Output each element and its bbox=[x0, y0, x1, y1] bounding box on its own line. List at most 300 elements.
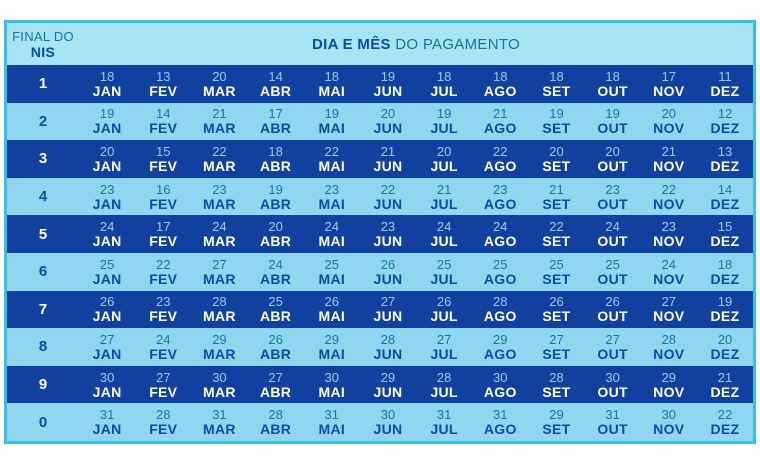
day-month-cell-mai bbox=[304, 178, 360, 216]
day-value: 28 bbox=[493, 294, 508, 310]
day-value: 27 bbox=[268, 369, 283, 385]
day-month-cell-out bbox=[585, 103, 641, 141]
month-label: MAR bbox=[203, 233, 236, 250]
day-month-cell-mar bbox=[191, 140, 247, 178]
month-label: AGO bbox=[483, 82, 517, 99]
month-label: MAR bbox=[203, 308, 236, 325]
day-month-cell-set bbox=[528, 103, 584, 141]
month-label: JUL bbox=[430, 308, 458, 325]
day-value: 19 bbox=[324, 106, 339, 122]
month-label: AGO bbox=[483, 157, 517, 174]
day-month-cell-fev bbox=[135, 366, 191, 404]
day-month-cell-nov bbox=[641, 178, 697, 216]
day-month-cell-jul bbox=[416, 140, 472, 178]
month-label: OUT bbox=[597, 233, 628, 250]
day-month-cell-ago bbox=[472, 140, 528, 178]
month-label: AGO bbox=[483, 345, 517, 362]
day-month-cell-abr bbox=[248, 328, 304, 366]
day-month-cell-mai bbox=[304, 291, 360, 329]
month-label: JUN bbox=[373, 195, 403, 212]
day-value: 24 bbox=[268, 256, 283, 272]
month-label: JUL bbox=[430, 120, 458, 137]
day-value: 19 bbox=[436, 106, 452, 122]
month-label: NOV bbox=[653, 421, 685, 438]
table-row bbox=[7, 178, 753, 216]
month-label: DEZ bbox=[710, 120, 740, 137]
month-label: OUT bbox=[597, 308, 628, 325]
day-value: 26 bbox=[380, 256, 396, 272]
day-month-cell-set bbox=[528, 65, 584, 103]
month-label: SET bbox=[542, 195, 571, 212]
month-label: JUN bbox=[373, 233, 403, 250]
day-month-cell-jun bbox=[360, 178, 416, 216]
day-value: 22 bbox=[156, 256, 171, 272]
month-label: SET bbox=[542, 120, 571, 137]
month-label: FEV bbox=[149, 383, 178, 400]
month-label: JAN bbox=[92, 270, 122, 287]
month-label: OUT bbox=[597, 82, 628, 99]
day-value: 15 bbox=[717, 219, 733, 235]
day-value: 22 bbox=[324, 143, 339, 159]
header-regular-text: DO PAGAMENTO bbox=[390, 35, 521, 53]
month-label: FEV bbox=[149, 270, 178, 287]
day-month-cell-abr bbox=[248, 215, 304, 253]
table-body bbox=[7, 65, 753, 441]
day-value: 17 bbox=[661, 68, 677, 84]
month-label: MAI bbox=[318, 233, 346, 250]
month-label: ABR bbox=[259, 82, 292, 99]
day-month-cell-dez bbox=[697, 291, 753, 329]
day-value: 28 bbox=[661, 331, 677, 347]
month-label: JUL bbox=[430, 157, 458, 174]
day-month-cell-jul bbox=[416, 178, 472, 216]
day-value: 18 bbox=[717, 256, 733, 272]
day-month-cell-jun bbox=[360, 366, 416, 404]
month-label: SET bbox=[542, 345, 571, 362]
day-value: 21 bbox=[380, 143, 396, 159]
day-month-cell-mar bbox=[191, 178, 247, 216]
day-value: 18 bbox=[493, 68, 508, 84]
day-month-cell-jan bbox=[79, 291, 135, 329]
month-label: JUL bbox=[430, 233, 458, 250]
day-month-cell-out bbox=[585, 65, 641, 103]
day-value: 25 bbox=[549, 256, 564, 272]
day-value: 28 bbox=[549, 369, 564, 385]
day-value: 24 bbox=[99, 219, 115, 235]
day-value: 27 bbox=[156, 369, 171, 385]
day-value: 31 bbox=[493, 407, 508, 423]
day-month-cell-set bbox=[528, 215, 584, 253]
day-value: 31 bbox=[99, 407, 115, 423]
month-label: MAR bbox=[203, 383, 236, 400]
day-month-cell-jun bbox=[360, 215, 416, 253]
day-month-cell-fev bbox=[135, 291, 191, 329]
day-month-cell-jan bbox=[79, 215, 135, 253]
month-label: JUL bbox=[430, 82, 458, 99]
day-month-cell-set bbox=[528, 140, 584, 178]
day-month-cell-jan bbox=[79, 366, 135, 404]
table-row bbox=[7, 253, 753, 291]
table-row bbox=[7, 65, 753, 103]
day-month-cell-nov bbox=[641, 215, 697, 253]
day-month-cell-jul bbox=[416, 103, 472, 141]
day-value: 26 bbox=[605, 294, 620, 310]
day-value: 30 bbox=[605, 369, 620, 385]
nis-cell: 1 bbox=[38, 75, 48, 93]
month-label: JAN bbox=[92, 82, 122, 99]
day-value: 18 bbox=[268, 143, 283, 159]
day-month-cell-ago bbox=[472, 403, 528, 441]
month-label: MAR bbox=[203, 345, 236, 362]
day-month-cell-abr bbox=[248, 103, 304, 141]
day-month-cell-jan bbox=[79, 253, 135, 291]
month-label: JUL bbox=[430, 195, 458, 212]
month-label: NOV bbox=[653, 345, 685, 362]
day-value: 16 bbox=[156, 181, 171, 197]
day-value: 19 bbox=[99, 106, 115, 122]
day-value: 19 bbox=[268, 181, 283, 197]
day-value: 21 bbox=[549, 181, 564, 197]
day-month-cell-fev bbox=[135, 140, 191, 178]
day-value: 20 bbox=[212, 68, 227, 84]
day-value: 27 bbox=[661, 294, 677, 310]
month-label: JUN bbox=[373, 82, 403, 99]
month-label: OUT bbox=[597, 345, 628, 362]
month-label: NOV bbox=[653, 383, 685, 400]
table-row bbox=[7, 328, 753, 366]
month-label: NOV bbox=[653, 157, 685, 174]
day-month-cell-mar bbox=[191, 103, 247, 141]
day-value: 18 bbox=[549, 68, 564, 84]
month-label: FEV bbox=[149, 421, 178, 438]
nis-cell: 9 bbox=[38, 376, 48, 394]
day-month-cell-fev bbox=[135, 65, 191, 103]
day-month-cell-mar bbox=[191, 253, 247, 291]
month-label: ABR bbox=[259, 345, 292, 362]
day-value: 21 bbox=[717, 369, 733, 385]
day-value: 28 bbox=[380, 331, 396, 347]
day-month-cell-jun bbox=[360, 403, 416, 441]
day-value: 12 bbox=[717, 106, 733, 122]
day-month-cell-dez bbox=[697, 178, 753, 216]
day-value: 17 bbox=[268, 106, 283, 122]
day-month-cell-jan bbox=[79, 103, 135, 141]
month-label: FEV bbox=[149, 120, 178, 137]
day-month-cell-fev bbox=[135, 253, 191, 291]
nis-cell: 0 bbox=[38, 413, 48, 431]
day-value: 30 bbox=[493, 369, 508, 385]
day-value: 22 bbox=[549, 219, 564, 235]
day-value: 22 bbox=[380, 181, 396, 197]
day-value: 23 bbox=[324, 181, 339, 197]
month-label: ABR bbox=[259, 383, 292, 400]
day-month-cell-fev bbox=[135, 403, 191, 441]
day-value: 25 bbox=[268, 294, 283, 310]
day-month-cell-jun bbox=[360, 140, 416, 178]
day-month-cell-out bbox=[585, 215, 641, 253]
month-label: DEZ bbox=[710, 195, 740, 212]
day-value: 13 bbox=[156, 68, 171, 84]
day-month-cell-ago bbox=[472, 215, 528, 253]
day-value: 20 bbox=[436, 143, 452, 159]
month-label: NOV bbox=[653, 270, 685, 287]
month-label: OUT bbox=[597, 383, 628, 400]
day-month-cell-set bbox=[528, 291, 584, 329]
day-value: 25 bbox=[436, 256, 452, 272]
day-month-cell-mar bbox=[191, 215, 247, 253]
month-label: MAR bbox=[203, 157, 236, 174]
month-label: MAI bbox=[318, 195, 346, 212]
day-value: 30 bbox=[212, 369, 227, 385]
day-month-cell-fev bbox=[135, 103, 191, 141]
day-value: 21 bbox=[661, 143, 677, 159]
day-month-cell-out bbox=[585, 140, 641, 178]
day-month-cell-ago bbox=[472, 291, 528, 329]
day-value: 22 bbox=[493, 143, 508, 159]
month-label: ABR bbox=[259, 421, 292, 438]
payment-column-header bbox=[79, 23, 753, 65]
day-value: 28 bbox=[436, 369, 452, 385]
month-label: AGO bbox=[483, 270, 517, 287]
month-label: SET bbox=[542, 383, 571, 400]
day-value: 29 bbox=[324, 331, 339, 347]
day-value: 28 bbox=[156, 407, 171, 423]
month-label: MAR bbox=[203, 195, 236, 212]
day-value: 19 bbox=[605, 106, 620, 122]
day-month-cell-set bbox=[528, 366, 584, 404]
day-month-cell-out bbox=[585, 178, 641, 216]
month-label: MAR bbox=[203, 82, 236, 99]
day-value: 24 bbox=[436, 219, 452, 235]
month-label: JAN bbox=[92, 195, 122, 212]
day-month-cell-abr bbox=[248, 65, 304, 103]
month-label: AGO bbox=[483, 233, 517, 250]
table-header-row bbox=[7, 23, 753, 65]
month-label: JAN bbox=[92, 308, 122, 325]
day-month-cell-dez bbox=[697, 253, 753, 291]
day-month-cell-out bbox=[585, 253, 641, 291]
day-month-cell-nov bbox=[641, 65, 697, 103]
day-month-cell-nov bbox=[641, 253, 697, 291]
day-month-cell-nov bbox=[641, 103, 697, 141]
day-month-cell-jun bbox=[360, 253, 416, 291]
table-row bbox=[7, 215, 753, 253]
month-label: OUT bbox=[597, 195, 628, 212]
day-value: 18 bbox=[605, 68, 620, 84]
table-row bbox=[7, 140, 753, 178]
month-label: SET bbox=[542, 82, 571, 99]
day-month-cell-jan bbox=[79, 178, 135, 216]
day-value: 20 bbox=[549, 143, 564, 159]
day-month-cell-jul bbox=[416, 366, 472, 404]
day-month-cell-jul bbox=[416, 253, 472, 291]
month-label: AGO bbox=[483, 195, 517, 212]
day-value: 20 bbox=[99, 143, 115, 159]
day-value: 24 bbox=[661, 256, 677, 272]
day-month-cell-jul bbox=[416, 403, 472, 441]
month-label: DEZ bbox=[710, 308, 740, 325]
day-value: 27 bbox=[380, 294, 396, 310]
month-label: MAI bbox=[318, 82, 346, 99]
day-value: 23 bbox=[661, 219, 677, 235]
month-label: JAN bbox=[92, 157, 122, 174]
day-value: 20 bbox=[268, 219, 283, 235]
month-label: OUT bbox=[597, 157, 628, 174]
month-label: JUL bbox=[430, 421, 458, 438]
day-value: 19 bbox=[717, 294, 733, 310]
month-label: NOV bbox=[653, 120, 685, 137]
day-value: 28 bbox=[212, 294, 227, 310]
nis-cell: 2 bbox=[38, 112, 48, 130]
month-label: JUN bbox=[373, 120, 403, 137]
month-label: SET bbox=[542, 157, 571, 174]
day-month-cell-jul bbox=[416, 328, 472, 366]
day-value: 26 bbox=[436, 294, 452, 310]
day-month-cell-fev bbox=[135, 215, 191, 253]
day-month-cell-set bbox=[528, 403, 584, 441]
day-month-cell-fev bbox=[135, 328, 191, 366]
day-month-cell-abr bbox=[248, 178, 304, 216]
month-label: AGO bbox=[483, 421, 517, 438]
day-month-cell-mar bbox=[191, 403, 247, 441]
day-value: 26 bbox=[268, 331, 283, 347]
nis-column-header bbox=[7, 23, 79, 65]
day-month-cell-ago bbox=[472, 103, 528, 141]
day-month-cell-fev bbox=[135, 178, 191, 216]
day-month-cell-out bbox=[585, 403, 641, 441]
day-value: 25 bbox=[99, 256, 115, 272]
day-month-cell-abr bbox=[248, 291, 304, 329]
day-month-cell-nov bbox=[641, 366, 697, 404]
month-label: OUT bbox=[597, 270, 628, 287]
day-value: 21 bbox=[493, 106, 508, 122]
month-label: JUN bbox=[373, 383, 403, 400]
day-month-cell-out bbox=[585, 328, 641, 366]
day-value: 23 bbox=[493, 181, 508, 197]
day-month-cell-dez bbox=[697, 140, 753, 178]
day-month-cell-mai bbox=[304, 215, 360, 253]
day-value: 24 bbox=[156, 331, 171, 347]
day-month-cell-mai bbox=[304, 403, 360, 441]
day-value: 22 bbox=[212, 143, 227, 159]
month-label: MAI bbox=[318, 383, 346, 400]
month-label: FEV bbox=[149, 308, 178, 325]
day-month-cell-mai bbox=[304, 253, 360, 291]
day-month-cell-mar bbox=[191, 65, 247, 103]
day-value: 14 bbox=[717, 181, 733, 197]
month-label: FEV bbox=[149, 157, 178, 174]
nis-cell: 3 bbox=[38, 150, 48, 168]
month-label: NOV bbox=[653, 82, 685, 99]
day-value: 24 bbox=[493, 219, 508, 235]
month-label: MAR bbox=[203, 270, 236, 287]
day-month-cell-dez bbox=[697, 366, 753, 404]
table-row bbox=[7, 103, 753, 141]
day-month-cell-out bbox=[585, 291, 641, 329]
day-value: 14 bbox=[156, 106, 171, 122]
day-value: 19 bbox=[549, 106, 564, 122]
month-label: JUN bbox=[373, 308, 403, 325]
day-value: 13 bbox=[717, 143, 733, 159]
day-value: 27 bbox=[605, 331, 620, 347]
day-month-cell-set bbox=[528, 253, 584, 291]
month-label: JAN bbox=[92, 421, 122, 438]
day-month-cell-jun bbox=[360, 103, 416, 141]
day-month-cell-jul bbox=[416, 291, 472, 329]
day-value: 30 bbox=[99, 369, 115, 385]
day-value: 11 bbox=[718, 68, 732, 84]
month-label: JUN bbox=[373, 421, 403, 438]
day-month-cell-abr bbox=[248, 140, 304, 178]
month-label: SET bbox=[542, 308, 571, 325]
day-value: 30 bbox=[380, 407, 396, 423]
day-month-cell-jan bbox=[79, 65, 135, 103]
month-label: ABR bbox=[259, 233, 292, 250]
day-value: 31 bbox=[605, 407, 620, 423]
month-label: SET bbox=[542, 270, 571, 287]
month-label: SET bbox=[542, 421, 571, 438]
day-value: 26 bbox=[324, 294, 339, 310]
day-month-cell-ago bbox=[472, 366, 528, 404]
day-month-cell-abr bbox=[248, 403, 304, 441]
day-value: 21 bbox=[436, 181, 452, 197]
day-value: 27 bbox=[99, 331, 115, 347]
day-value: 22 bbox=[661, 181, 677, 197]
day-value: 23 bbox=[99, 181, 115, 197]
header-bold-text: DIA E MÊS bbox=[311, 35, 391, 53]
month-label: OUT bbox=[597, 421, 628, 438]
month-label: AGO bbox=[483, 383, 517, 400]
day-month-cell-jan bbox=[79, 403, 135, 441]
day-value: 31 bbox=[324, 407, 339, 423]
day-value: 25 bbox=[493, 256, 508, 272]
day-value: 29 bbox=[493, 331, 508, 347]
month-label: ABR bbox=[259, 120, 292, 137]
day-month-cell-jun bbox=[360, 65, 416, 103]
day-month-cell-abr bbox=[248, 366, 304, 404]
nis-cell: 8 bbox=[38, 338, 48, 356]
month-label: MAI bbox=[318, 157, 346, 174]
day-month-cell-dez bbox=[697, 65, 753, 103]
day-value: 23 bbox=[380, 219, 396, 235]
day-month-cell-dez bbox=[697, 328, 753, 366]
month-label: MAI bbox=[318, 270, 346, 287]
day-value: 31 bbox=[212, 407, 227, 423]
day-value: 28 bbox=[268, 407, 283, 423]
month-label: NOV bbox=[653, 195, 685, 212]
day-month-cell-mai bbox=[304, 140, 360, 178]
month-label: JUL bbox=[430, 383, 458, 400]
day-value: 18 bbox=[99, 68, 115, 84]
day-month-cell-dez bbox=[697, 215, 753, 253]
day-month-cell-abr bbox=[248, 253, 304, 291]
day-month-cell-mai bbox=[304, 366, 360, 404]
month-label: FEV bbox=[149, 345, 178, 362]
month-label: NOV bbox=[653, 308, 685, 325]
day-value: 27 bbox=[212, 256, 227, 272]
day-month-cell-out bbox=[585, 366, 641, 404]
day-value: 30 bbox=[661, 407, 677, 423]
day-value: 26 bbox=[99, 294, 115, 310]
day-month-cell-mai bbox=[304, 103, 360, 141]
month-label: MAI bbox=[318, 120, 346, 137]
day-value: 25 bbox=[324, 256, 339, 272]
day-value: 20 bbox=[380, 106, 396, 122]
day-month-cell-jan bbox=[79, 140, 135, 178]
month-label: ABR bbox=[259, 308, 292, 325]
month-label: JAN bbox=[92, 120, 122, 137]
month-label: JAN bbox=[92, 233, 122, 250]
